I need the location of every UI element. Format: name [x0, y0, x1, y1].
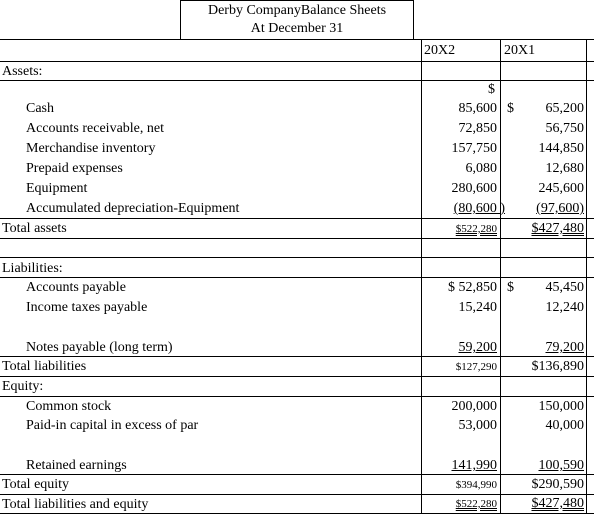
- notes-payable-20x2: 59,200: [458, 340, 497, 355]
- row-label-accounts-receivable: Accounts receivable, net: [26, 121, 164, 136]
- income-taxes-payable-20x2: 15,240: [458, 300, 497, 315]
- total-liabilities-and-equity-20x2: $522,280: [455, 498, 497, 510]
- total-liabilities-and-equity-20x1: $427,480: [531, 496, 584, 511]
- common-stock-20x2: 200,000: [451, 399, 497, 414]
- liabilities-heading: Liabilities:: [2, 261, 63, 276]
- equity-heading: Equity:: [2, 379, 44, 394]
- total-liabilities-20x2: $127,290: [455, 361, 497, 373]
- paid-in-capital-20x1: 40,000: [545, 418, 584, 433]
- equipment-20x1: 245,600: [538, 181, 584, 196]
- row-label-common-stock: Common stock: [26, 399, 112, 414]
- total-equity-bottom-line: [0, 494, 594, 495]
- page-title: Derby CompanyBalance Sheets: [207, 3, 387, 18]
- row-label-total-liabilities: Total liabilities: [2, 359, 87, 374]
- column-header-20x1: 20X1: [504, 43, 536, 58]
- retained-earnings-20x2: 141,990: [451, 458, 497, 473]
- accounts-receivable-20x2: 72,850: [458, 121, 497, 136]
- row-label-total-equity: Total equity: [2, 477, 70, 492]
- row-label-retained-earnings: Retained earnings: [26, 458, 127, 473]
- total-assets-20x2: $522,280: [455, 223, 497, 235]
- accumulated-depreciation-20x1: (97,600): [536, 201, 584, 216]
- equipment-20x2: 280,600: [451, 181, 497, 196]
- liabilities-top-line: [0, 257, 594, 258]
- total-equity-20x1: $290,590: [531, 477, 584, 492]
- prepaid-expenses-20x2: 6,080: [465, 161, 497, 176]
- accounts-payable-20x2: $ 52,850: [448, 280, 497, 295]
- row-label-total-liabilities-and-equity: Total liabilities and equity: [2, 497, 149, 512]
- row-label-notes-payable: Notes payable (long term): [26, 340, 173, 355]
- accounts-payable-20x1-dollar: $: [507, 280, 514, 295]
- row-label-total-assets: Total assets: [2, 221, 67, 236]
- total-assets-top-line: [0, 218, 594, 219]
- row-label-equipment: Equipment: [26, 181, 88, 196]
- cash-20x1-dollar: $: [507, 101, 514, 116]
- common-stock-20x1: 150,000: [538, 399, 584, 414]
- column-header-20x2: 20X2: [424, 43, 456, 58]
- merchandise-inventory-20x1: 144,850: [538, 141, 584, 156]
- retained-earnings-20x1: 100,590: [538, 458, 584, 473]
- page-subtitle: At December 31: [250, 21, 344, 36]
- cash-20x1: 65,200: [545, 101, 584, 116]
- header-line: [0, 39, 594, 40]
- accounts-receivable-20x1: 56,750: [545, 121, 584, 136]
- total-assets-bottom-line: [0, 238, 594, 239]
- total-liabilities-top-line: [0, 356, 594, 357]
- assets-heading: Assets:: [2, 64, 43, 79]
- total-liabilities-bottom-line: [0, 376, 594, 377]
- prepaid-expenses-20x1: 12,680: [545, 161, 584, 176]
- row-label-accumulated-depreciation: Accumulated depreciation-Equipment: [26, 201, 240, 216]
- total-assets-20x1: $427,480: [531, 221, 584, 236]
- liabilities-heading-line: [0, 277, 594, 278]
- paid-in-capital-20x2: 53,000: [458, 418, 497, 433]
- row-label-accounts-payable: Accounts payable: [26, 280, 126, 295]
- accumulated-depreciation-20x2: (80,600 ): [453, 201, 505, 216]
- merchandise-inventory-20x2: 157,750: [451, 141, 497, 156]
- row-label-income-taxes-payable: Income taxes payable: [26, 300, 148, 315]
- table-border-bottom: [0, 513, 594, 514]
- equity-heading-line: [0, 396, 594, 397]
- dollar-sign-top: $: [488, 82, 495, 97]
- row-label-merchandise-inventory: Merchandise inventory: [26, 141, 156, 156]
- total-equity-top-line: [0, 474, 594, 475]
- row-label-cash: Cash: [26, 101, 54, 116]
- table-border-top: [180, 0, 414, 1]
- income-taxes-payable-20x1: 12,240: [545, 300, 584, 315]
- year-row-line: [0, 61, 594, 62]
- assets-heading-line: [0, 80, 594, 81]
- total-liabilities-20x1: $136,890: [531, 359, 584, 374]
- row-label-paid-in-capital: Paid-in capital in excess of par: [26, 418, 199, 433]
- notes-payable-20x1: 79,200: [545, 340, 584, 355]
- accounts-payable-20x1: 45,450: [545, 280, 584, 295]
- row-label-prepaid-expenses: Prepaid expenses: [26, 161, 123, 176]
- cash-20x2: 85,600: [458, 101, 497, 116]
- total-equity-20x2: $394,990: [455, 479, 497, 491]
